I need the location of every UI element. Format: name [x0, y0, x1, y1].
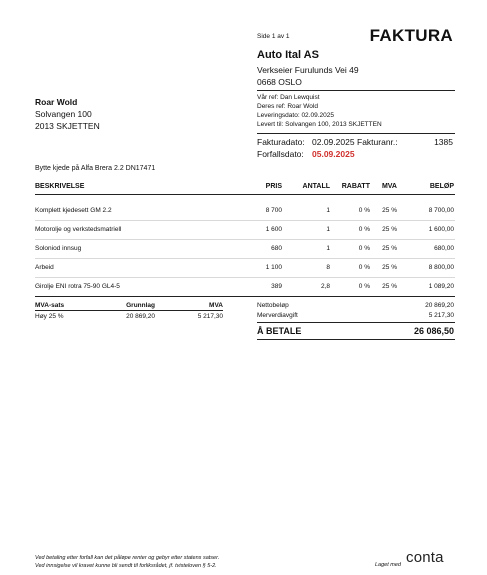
row-1-discount: 0 % [358, 207, 370, 214]
col-header-vat: MVA [381, 183, 397, 190]
seller-postal: 0668 OSLO [257, 77, 302, 87]
row-2-amount: 1 600,00 [428, 226, 454, 233]
col-header-quantity: ANTALL [302, 183, 330, 190]
seller-name: Auto Ital AS [257, 49, 319, 61]
row-4-vat: 25 % [382, 264, 397, 271]
row-5-discount: 0 % [358, 283, 370, 290]
invoice-number-label: Fakturanr.: [357, 137, 398, 147]
amount-due-value: 26 086,50 [413, 326, 454, 336]
vat-summary-base: 20 869,20 [126, 313, 155, 320]
row-divider [35, 277, 455, 278]
net-amount-value: 20 869,20 [425, 302, 454, 309]
row-2-price: 1 600 [265, 226, 282, 233]
seller-address: Verkseier Furulunds Vei 49 [257, 65, 359, 75]
page-indicator: Side 1 av 1 [257, 33, 290, 40]
row-1-price: 8 700 [265, 207, 282, 214]
buyer-name: Roar Wold [35, 97, 78, 107]
row-5-amount: 1 089,20 [428, 283, 454, 290]
refs-divider [257, 90, 455, 91]
amount-due-divider [257, 339, 455, 340]
row-3-discount: 0 % [358, 245, 370, 252]
col-header-price: PRIS [265, 183, 282, 190]
row-1-vat: 25 % [382, 207, 397, 214]
totals-divider [257, 322, 455, 323]
row-2-vat: 25 % [382, 226, 397, 233]
row-2-quantity: 1 [326, 226, 330, 233]
row-4-description: Arbeid [35, 264, 54, 271]
dates-divider [257, 133, 455, 134]
vat-summary-vat-header: MVA [209, 302, 223, 309]
vat-total-value: 5 217,30 [428, 312, 454, 319]
row-3-quantity: 1 [326, 245, 330, 252]
row-divider [35, 220, 455, 221]
row-divider [35, 258, 455, 259]
row-4-quantity: 8 [326, 264, 330, 271]
row-2-discount: 0 % [358, 226, 370, 233]
invoice-date: 02.09.2025 [312, 137, 355, 147]
document-title: FAKTURA [369, 26, 453, 45]
invoice-description: Bytte kjede på Alfa Brera 2.2 DN17471 [35, 165, 156, 172]
conta-logo: conta [406, 549, 444, 566]
row-3-vat: 25 % [382, 245, 397, 252]
invoice-date-label: Fakturadato: [257, 137, 305, 147]
vat-summary-vat: 5 217,30 [197, 313, 223, 320]
row-5-price: 389 [271, 283, 282, 290]
footer-note-dispute: Ved innsigelse vil kravet kunne bli sendt til forliksrådet, jf. tvisteloven § 5-2. [35, 563, 217, 569]
row-3-amount: 680,00 [434, 245, 454, 252]
vat-summary-rate: Høy 25 % [35, 313, 64, 320]
delivery-date: Leveringsdato: 02.09.2025 [257, 112, 334, 119]
net-amount-label: Nettobeløp [257, 302, 289, 309]
vat-summary-rate-header: MVA-sats [35, 302, 65, 309]
row-4-amount: 8 800,00 [428, 264, 454, 271]
row-1-quantity: 1 [326, 207, 330, 214]
amount-due-label: Å BETALE [257, 326, 302, 336]
row-5-vat: 25 % [382, 283, 397, 290]
buyer-address: Solvangen 100 [35, 109, 92, 119]
row-1-description: Komplett kjedesett GM 2.2 [35, 207, 112, 214]
our-reference: Vår ref: Dan Lewquist [257, 94, 320, 101]
invoice-number: 1385 [434, 137, 453, 147]
row-4-discount: 0 % [358, 264, 370, 271]
row-divider [35, 239, 455, 240]
col-header-discount: RABATT [341, 183, 370, 190]
table-header-divider [35, 194, 455, 195]
col-header-amount: BELØP [429, 183, 454, 190]
buyer-postal: 2013 SKJETTEN [35, 121, 100, 131]
vat-total-label: Merverdiavgift [257, 312, 298, 319]
row-1-amount: 8 700,00 [428, 207, 454, 214]
row-3-description: Soloniod innsug [35, 245, 82, 252]
delivered-to: Levert til: Solvangen 100, 2013 SKJETTEN [257, 121, 382, 128]
row-5-description: Girolje ENI rotra 75-90 GL4-5 [35, 283, 120, 290]
row-4-price: 1 100 [265, 264, 282, 271]
table-bottom-divider [35, 296, 455, 297]
row-3-price: 680 [271, 245, 282, 252]
made-with-label: Laget med [375, 562, 401, 568]
vat-summary-divider [35, 310, 223, 311]
row-2-description: Motorolje og verkstedsmatriell [35, 226, 122, 233]
col-header-description: BESKRIVELSE [35, 183, 85, 190]
due-date-label: Forfallsdato: [257, 149, 304, 159]
footer-note-late-payment: Ved betaling etter forfall kan det påløpe renter og gebyr etter statens satser. [35, 555, 220, 561]
row-5-quantity: 2,8 [320, 283, 330, 290]
their-reference: Deres ref: Roar Wold [257, 103, 318, 110]
vat-summary-base-header: Grunnlag [126, 302, 155, 309]
due-date: 05.09.2025 [312, 149, 355, 159]
